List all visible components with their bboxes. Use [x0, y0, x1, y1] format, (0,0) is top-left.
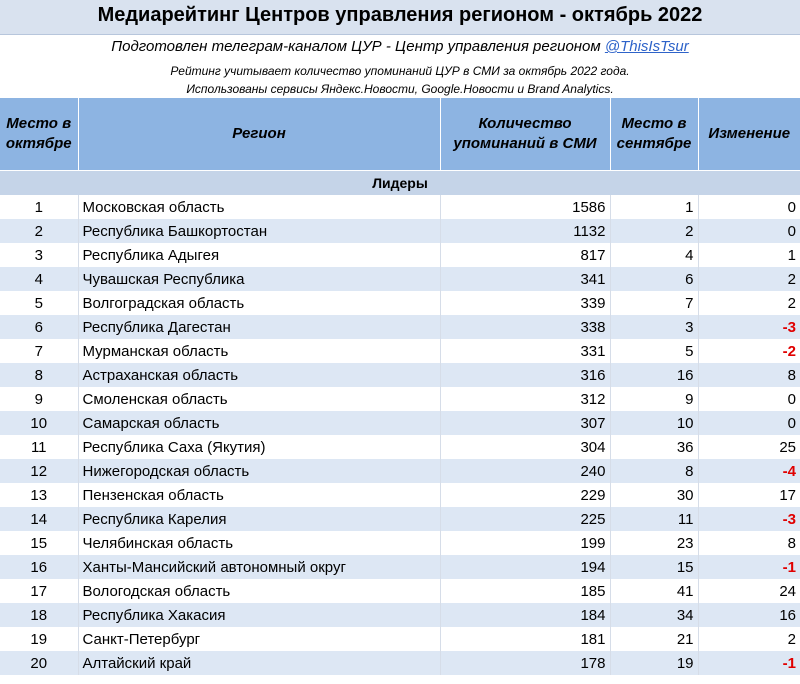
september-place-cell: 16	[610, 363, 698, 387]
september-place-cell: 30	[610, 483, 698, 507]
mentions-cell: 1586	[440, 195, 610, 219]
change-cell: 16	[698, 603, 800, 627]
place-cell: 6	[0, 315, 78, 339]
table-row	[0, 531, 800, 555]
column-header-mentions: Количество упоминаний в СМИ	[440, 98, 610, 171]
region-cell: Санкт-Петербург	[78, 627, 440, 651]
change-cell: 1	[698, 243, 800, 267]
mentions-cell: 225	[440, 507, 610, 531]
mentions-cell: 331	[440, 339, 610, 363]
september-place-cell: 3	[610, 315, 698, 339]
table-row	[0, 267, 800, 291]
september-place-cell: 8	[610, 459, 698, 483]
mentions-cell: 184	[440, 603, 610, 627]
column-header-september-place: Место в сентябре	[610, 98, 698, 171]
place-cell: 12	[0, 459, 78, 483]
change-cell: -1	[698, 555, 800, 579]
september-place-cell: 36	[610, 435, 698, 459]
september-place-cell: 2	[610, 219, 698, 243]
change-cell: 8	[698, 531, 800, 555]
place-cell: 19	[0, 627, 78, 651]
region-cell: Республика Дагестан	[78, 315, 440, 339]
change-cell: -4	[698, 459, 800, 483]
mentions-cell: 194	[440, 555, 610, 579]
table-row	[0, 459, 800, 483]
change-cell: 2	[698, 291, 800, 315]
table-row	[0, 291, 800, 315]
table-row	[0, 411, 800, 435]
september-place-cell: 34	[610, 603, 698, 627]
change-cell: 8	[698, 363, 800, 387]
change-cell: 0	[698, 219, 800, 243]
region-cell: Ханты-Мансийский автономный округ	[78, 555, 440, 579]
mentions-cell: 338	[440, 315, 610, 339]
table-row	[0, 315, 800, 339]
table-row	[0, 555, 800, 579]
mentions-cell: 1132	[440, 219, 610, 243]
mentions-cell: 229	[440, 483, 610, 507]
change-cell: 0	[698, 387, 800, 411]
place-cell: 1	[0, 195, 78, 219]
mentions-cell: 341	[440, 267, 610, 291]
place-cell: 16	[0, 555, 78, 579]
table-row	[0, 195, 800, 219]
table-row	[0, 219, 800, 243]
place-cell: 20	[0, 651, 78, 675]
region-cell: Республика Карелия	[78, 507, 440, 531]
september-place-cell: 1	[610, 195, 698, 219]
place-cell: 10	[0, 411, 78, 435]
change-cell: 0	[698, 411, 800, 435]
mentions-cell: 312	[440, 387, 610, 411]
table-row	[0, 243, 800, 267]
mentions-cell: 181	[440, 627, 610, 651]
september-place-cell: 23	[610, 531, 698, 555]
region-cell: Самарская область	[78, 411, 440, 435]
september-place-cell: 21	[610, 627, 698, 651]
region-cell: Смоленская область	[78, 387, 440, 411]
region-cell: Республика Хакасия	[78, 603, 440, 627]
table-row	[0, 651, 800, 675]
september-place-cell: 9	[610, 387, 698, 411]
subtitle-text: Подготовлен телеграм-каналом ЦУР - Центр управления регионом	[111, 38, 601, 55]
note-sources: Использованы сервисы Яндекс.Новости, Google.Новости и Brand Analytics.	[186, 82, 614, 96]
change-cell: 17	[698, 483, 800, 507]
change-cell: 0	[698, 195, 800, 219]
region-cell: Московская область	[78, 195, 440, 219]
change-cell: 24	[698, 579, 800, 603]
place-cell: 18	[0, 603, 78, 627]
mentions-cell: 316	[440, 363, 610, 387]
place-cell: 7	[0, 339, 78, 363]
change-cell: -1	[698, 651, 800, 675]
region-cell: Нижегородская область	[78, 459, 440, 483]
section-label: Лидеры	[0, 171, 800, 196]
table-row	[0, 483, 800, 507]
table-row	[0, 387, 800, 411]
mentions-cell: 199	[440, 531, 610, 555]
place-cell: 3	[0, 243, 78, 267]
region-cell: Челябинская область	[78, 531, 440, 555]
table-row	[0, 627, 800, 651]
region-cell: Алтайский край	[78, 651, 440, 675]
region-cell: Волгоградская область	[78, 291, 440, 315]
subtitle	[0, 35, 800, 59]
table-row	[0, 507, 800, 531]
region-cell: Мурманская область	[78, 339, 440, 363]
september-place-cell: 5	[610, 339, 698, 363]
place-cell: 4	[0, 267, 78, 291]
change-cell: 2	[698, 627, 800, 651]
place-cell: 2	[0, 219, 78, 243]
place-cell: 17	[0, 579, 78, 603]
place-cell: 8	[0, 363, 78, 387]
change-cell: -3	[698, 507, 800, 531]
september-place-cell: 10	[610, 411, 698, 435]
change-cell: 2	[698, 267, 800, 291]
place-cell: 5	[0, 291, 78, 315]
mentions-cell: 307	[440, 411, 610, 435]
september-place-cell: 6	[610, 267, 698, 291]
place-cell: 15	[0, 531, 78, 555]
section-leaders-row	[0, 171, 800, 196]
region-cell: Чувашская Республика	[78, 267, 440, 291]
place-cell: 11	[0, 435, 78, 459]
region-cell: Республика Саха (Якутия)	[78, 435, 440, 459]
mentions-cell: 304	[440, 435, 610, 459]
september-place-cell: 7	[610, 291, 698, 315]
region-cell: Республика Башкортостан	[78, 219, 440, 243]
mentions-cell: 240	[440, 459, 610, 483]
page-title: Медиарейтинг Центров управления регионом - октябрь 2022	[0, 0, 800, 35]
mentions-cell: 339	[440, 291, 610, 315]
channel-link[interactable]: @ThisIsTsur	[604, 38, 689, 55]
change-cell: -3	[698, 315, 800, 339]
september-place-cell: 41	[610, 579, 698, 603]
table-row	[0, 579, 800, 603]
table-row	[0, 435, 800, 459]
rating-table	[0, 98, 800, 675]
mentions-cell: 817	[440, 243, 610, 267]
place-cell: 14	[0, 507, 78, 531]
september-place-cell: 15	[610, 555, 698, 579]
table-row	[0, 363, 800, 387]
place-cell: 9	[0, 387, 78, 411]
september-place-cell: 19	[610, 651, 698, 675]
mentions-cell: 185	[440, 579, 610, 603]
table-row	[0, 339, 800, 363]
table-row	[0, 603, 800, 627]
note-methodology: Рейтинг учитывает количество упоминаний ЦУР в СМИ за октябрь 2022 года.	[170, 64, 630, 78]
region-cell: Вологодская область	[78, 579, 440, 603]
region-cell: Астраханская область	[78, 363, 440, 387]
region-cell: Пензенская область	[78, 483, 440, 507]
september-place-cell: 4	[610, 243, 698, 267]
column-header-october-place: Место в октябре	[0, 98, 78, 171]
table-header-row	[0, 98, 800, 171]
column-header-change: Изменение	[698, 98, 800, 171]
change-cell: -2	[698, 339, 800, 363]
change-cell: 25	[698, 435, 800, 459]
place-cell: 13	[0, 483, 78, 507]
column-header-region: Регион	[78, 98, 440, 171]
september-place-cell: 11	[610, 507, 698, 531]
mentions-cell: 178	[440, 651, 610, 675]
region-cell: Республика Адыгея	[78, 243, 440, 267]
